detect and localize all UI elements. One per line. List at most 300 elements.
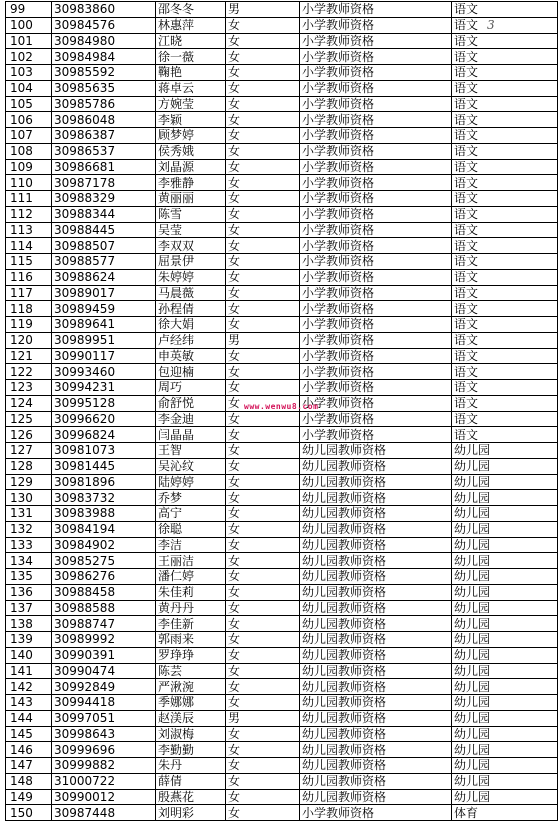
subject-cell: 幼儿园	[452, 490, 558, 506]
qualification-cell: 幼儿园教师资格	[300, 537, 452, 553]
gender-cell: 女	[226, 380, 300, 396]
gender-cell: 女	[226, 427, 300, 443]
subject-cell: 幼儿园	[452, 600, 558, 616]
name-cell: 李双双	[156, 238, 226, 254]
qualification-cell: 小学教师资格	[300, 301, 452, 317]
table-row	[6, 2, 558, 18]
gender-cell: 女	[226, 521, 300, 537]
candidate-id-cell: 30986681	[52, 159, 156, 175]
row-number-cell: 99	[6, 2, 52, 18]
candidate-id-cell: 30985275	[52, 553, 156, 569]
gender-cell: 女	[226, 773, 300, 789]
subject-cell: 幼儿园	[452, 710, 558, 726]
row-number-cell: 104	[6, 80, 52, 96]
row-number-cell: 109	[6, 159, 52, 175]
subject-cell: 语文	[452, 411, 558, 427]
qualification-cell: 小学教师资格	[300, 427, 452, 443]
candidate-id-cell: 30981445	[52, 458, 156, 474]
table-row	[6, 553, 558, 569]
row-number-cell: 141	[6, 663, 52, 679]
row-number-cell: 110	[6, 175, 52, 191]
name-cell: 徐大娟	[156, 317, 226, 333]
table-row	[6, 332, 558, 348]
name-cell: 罗琤琤	[156, 647, 226, 663]
name-cell: 孙程倩	[156, 301, 226, 317]
table-row	[6, 584, 558, 600]
row-number-cell: 120	[6, 332, 52, 348]
candidate-id-cell: 30989992	[52, 632, 156, 648]
gender-cell: 女	[226, 600, 300, 616]
row-number-cell: 147	[6, 758, 52, 774]
name-cell: 李雅静	[156, 175, 226, 191]
row-number-cell: 111	[6, 191, 52, 207]
gender-cell: 女	[226, 458, 300, 474]
gender-cell: 女	[226, 695, 300, 711]
qualification-cell: 幼儿园教师资格	[300, 726, 452, 742]
gender-cell: 女	[226, 569, 300, 585]
subject-cell: 语文	[452, 380, 558, 396]
table-row	[6, 238, 558, 254]
name-cell: 薛倩	[156, 773, 226, 789]
table-row	[6, 128, 558, 144]
row-number-cell: 136	[6, 584, 52, 600]
name-cell: 卢经纬	[156, 332, 226, 348]
candidate-id-cell: 30994418	[52, 695, 156, 711]
row-number-cell: 105	[6, 96, 52, 112]
subject-cell: 语文	[452, 285, 558, 301]
gender-cell: 女	[226, 758, 300, 774]
candidate-id-cell: 30983860	[52, 2, 156, 18]
candidate-id-cell: 30988458	[52, 584, 156, 600]
table-row	[6, 364, 558, 380]
table-row	[6, 679, 558, 695]
qualification-cell: 幼儿园教师资格	[300, 490, 452, 506]
candidate-id-cell: 30993460	[52, 364, 156, 380]
candidate-id-cell: 30988588	[52, 600, 156, 616]
qualification-cell: 小学教师资格	[300, 128, 452, 144]
subject-cell: 幼儿园	[452, 663, 558, 679]
candidate-id-cell: 30988577	[52, 254, 156, 270]
table-row	[6, 773, 558, 789]
qualification-cell: 幼儿园教师资格	[300, 679, 452, 695]
qualification-cell: 小学教师资格	[300, 285, 452, 301]
name-cell: 申英敏	[156, 348, 226, 364]
subject-cell: 语文	[452, 128, 558, 144]
gender-cell: 女	[226, 805, 300, 821]
gender-cell: 女	[226, 647, 300, 663]
table-row	[6, 789, 558, 805]
qualification-cell: 小学教师资格	[300, 49, 452, 65]
table-row	[6, 96, 558, 112]
name-cell: 鞠艳	[156, 65, 226, 81]
table-row	[6, 191, 558, 207]
qualification-cell: 幼儿园教师资格	[300, 584, 452, 600]
table-row	[6, 206, 558, 222]
subject-cell: 语文	[452, 80, 558, 96]
candidate-id-cell: 30985635	[52, 80, 156, 96]
name-cell: 黄丹丹	[156, 600, 226, 616]
qualification-cell: 小学教师资格	[300, 411, 452, 427]
name-cell: 乔梦	[156, 490, 226, 506]
gender-cell: 女	[226, 742, 300, 758]
candidate-id-cell: 30985786	[52, 96, 156, 112]
row-number-cell: 134	[6, 553, 52, 569]
candidate-id-cell: 30989951	[52, 332, 156, 348]
subject-cell: 语文	[452, 33, 558, 49]
gender-cell: 女	[226, 317, 300, 333]
qualification-cell: 幼儿园教师资格	[300, 742, 452, 758]
qualification-cell: 小学教师资格	[300, 80, 452, 96]
gender-cell: 女	[226, 474, 300, 490]
name-cell: 李金迪	[156, 411, 226, 427]
subject-cell: 语文	[452, 2, 558, 18]
qualification-cell: 小学教师资格	[300, 175, 452, 191]
name-cell: 吴莹	[156, 222, 226, 238]
name-cell: 赵渼辰	[156, 710, 226, 726]
table-row	[6, 695, 558, 711]
name-cell: 徐聪	[156, 521, 226, 537]
table-row	[6, 80, 558, 96]
row-number-cell: 118	[6, 301, 52, 317]
name-cell: 江晓	[156, 33, 226, 49]
row-number-cell: 112	[6, 206, 52, 222]
roster-table-body	[6, 2, 558, 821]
subject-cell: 语文	[452, 348, 558, 364]
qualification-cell: 幼儿园教师资格	[300, 458, 452, 474]
subject-cell: 幼儿园	[452, 443, 558, 459]
qualification-cell: 小学教师资格	[300, 96, 452, 112]
gender-cell: 女	[226, 33, 300, 49]
qualification-cell: 幼儿园教师资格	[300, 474, 452, 490]
name-cell: 殷燕花	[156, 789, 226, 805]
name-cell: 李洁	[156, 537, 226, 553]
gender-cell: 女	[226, 663, 300, 679]
qualification-cell: 小学教师资格	[300, 159, 452, 175]
candidate-id-cell: 30989641	[52, 317, 156, 333]
name-cell: 周巧	[156, 380, 226, 396]
gender-cell: 女	[226, 65, 300, 81]
candidate-id-cell: 30988344	[52, 206, 156, 222]
table-row	[6, 348, 558, 364]
table-row	[6, 663, 558, 679]
subject-cell: 语文	[452, 96, 558, 112]
table-row	[6, 632, 558, 648]
table-row	[6, 269, 558, 285]
row-number-cell: 133	[6, 537, 52, 553]
qualification-cell: 小学教师资格	[300, 238, 452, 254]
candidate-id-cell: 30984576	[52, 17, 156, 33]
table-row	[6, 474, 558, 490]
subject-cell: 幼儿园	[452, 521, 558, 537]
subject-cell: 语文	[452, 269, 558, 285]
row-number-cell: 135	[6, 569, 52, 585]
candidate-id-cell: 30983732	[52, 490, 156, 506]
gender-cell: 女	[226, 506, 300, 522]
subject-cell: 语文	[452, 301, 558, 317]
candidate-id-cell: 30986048	[52, 112, 156, 128]
table-row	[6, 427, 558, 443]
row-number-cell: 107	[6, 128, 52, 144]
row-number-cell: 106	[6, 112, 52, 128]
name-cell: 闫晶晶	[156, 427, 226, 443]
row-number-cell: 139	[6, 632, 52, 648]
gender-cell: 男	[226, 710, 300, 726]
name-cell: 林惠萍	[156, 17, 226, 33]
row-number-cell: 142	[6, 679, 52, 695]
name-cell: 李颖	[156, 112, 226, 128]
subject-cell: 语文	[452, 49, 558, 65]
candidate-id-cell: 30994231	[52, 380, 156, 396]
qualification-cell: 小学教师资格	[300, 143, 452, 159]
watermark-text: www.wenwu8.com	[244, 402, 319, 411]
name-cell: 刘明彩	[156, 805, 226, 821]
gender-cell: 女	[226, 584, 300, 600]
table-row	[6, 65, 558, 81]
gender-cell: 女	[226, 49, 300, 65]
subject-cell: 体育	[452, 805, 558, 821]
name-cell: 马晨薇	[156, 285, 226, 301]
name-cell: 徐一薇	[156, 49, 226, 65]
table-row	[6, 710, 558, 726]
candidate-id-cell: 30986387	[52, 128, 156, 144]
roster-table	[5, 1, 558, 821]
name-cell: 顾梦婷	[156, 128, 226, 144]
subject-cell: 语文	[452, 143, 558, 159]
table-row	[6, 49, 558, 65]
qualification-cell: 小学教师资格	[300, 317, 452, 333]
gender-cell: 女	[226, 411, 300, 427]
candidate-id-cell: 30990474	[52, 663, 156, 679]
qualification-cell: 幼儿园教师资格	[300, 647, 452, 663]
candidate-id-cell: 30988624	[52, 269, 156, 285]
candidate-id-cell: 30992849	[52, 679, 156, 695]
name-cell: 刘淑梅	[156, 726, 226, 742]
name-cell: 邵冬冬	[156, 2, 226, 18]
qualification-cell: 小学教师资格	[300, 206, 452, 222]
gender-cell: 女	[226, 301, 300, 317]
gender-cell: 女	[226, 443, 300, 459]
gender-cell: 女	[226, 632, 300, 648]
qualification-cell: 小学教师资格	[300, 2, 452, 18]
qualification-cell: 幼儿园教师资格	[300, 600, 452, 616]
row-number-cell: 125	[6, 411, 52, 427]
candidate-id-cell: 30983988	[52, 506, 156, 522]
gender-cell: 女	[226, 679, 300, 695]
gender-cell: 女	[226, 616, 300, 632]
gender-cell: 女	[226, 80, 300, 96]
subject-cell: 语文	[452, 317, 558, 333]
name-cell: 陈雪	[156, 206, 226, 222]
qualification-cell: 幼儿园教师资格	[300, 758, 452, 774]
gender-cell: 女	[226, 191, 300, 207]
subject-cell: 语文	[452, 159, 558, 175]
qualification-cell: 幼儿园教师资格	[300, 632, 452, 648]
table-row	[6, 112, 558, 128]
candidate-id-cell: 30990391	[52, 647, 156, 663]
gender-cell: 女	[226, 789, 300, 805]
row-number-cell: 131	[6, 506, 52, 522]
gender-cell: 女	[226, 285, 300, 301]
row-number-cell: 129	[6, 474, 52, 490]
subject-cell: 幼儿园	[452, 789, 558, 805]
row-number-cell: 145	[6, 726, 52, 742]
subject-cell: 语文	[452, 65, 558, 81]
gender-cell: 女	[226, 222, 300, 238]
table-row	[6, 726, 558, 742]
candidate-id-cell: 30984980	[52, 33, 156, 49]
table-row	[6, 600, 558, 616]
gender-cell: 女	[226, 553, 300, 569]
table-row	[6, 443, 558, 459]
qualification-cell: 小学教师资格	[300, 222, 452, 238]
table-row	[6, 537, 558, 553]
table-row	[6, 254, 558, 270]
page-mark: 3	[487, 18, 495, 32]
subject-cell: 幼儿园	[452, 773, 558, 789]
qualification-cell: 小学教师资格	[300, 332, 452, 348]
subject-cell: 幼儿园	[452, 537, 558, 553]
name-cell: 陈芸	[156, 663, 226, 679]
row-number-cell: 144	[6, 710, 52, 726]
name-cell: 李勤勤	[156, 742, 226, 758]
name-cell: 蒋卓云	[156, 80, 226, 96]
subject-cell: 语文	[452, 17, 558, 33]
candidate-id-cell: 30987448	[52, 805, 156, 821]
candidate-id-cell: 30999696	[52, 742, 156, 758]
table-row	[6, 159, 558, 175]
gender-cell: 男	[226, 2, 300, 18]
name-cell: 王丽洁	[156, 553, 226, 569]
row-number-cell: 116	[6, 269, 52, 285]
candidate-id-cell: 30989459	[52, 301, 156, 317]
qualification-cell: 小学教师资格	[300, 395, 452, 411]
name-cell: 李佳新	[156, 616, 226, 632]
subject-cell: 语文	[452, 112, 558, 128]
row-number-cell: 119	[6, 317, 52, 333]
gender-cell: 女	[226, 395, 300, 411]
candidate-id-cell: 30984902	[52, 537, 156, 553]
gender-cell: 女	[226, 364, 300, 380]
name-cell: 侯秀娥	[156, 143, 226, 159]
qualification-cell: 小学教师资格	[300, 348, 452, 364]
candidate-id-cell: 30986537	[52, 143, 156, 159]
name-cell: 郭雨来	[156, 632, 226, 648]
table-row	[6, 647, 558, 663]
table-row	[6, 758, 558, 774]
row-number-cell: 148	[6, 773, 52, 789]
subject-cell: 语文	[452, 191, 558, 207]
gender-cell: 女	[226, 96, 300, 112]
table-row	[6, 458, 558, 474]
table-row	[6, 805, 558, 821]
subject-cell: 幼儿园	[452, 474, 558, 490]
row-number-cell: 140	[6, 647, 52, 663]
candidate-id-cell: 30999882	[52, 758, 156, 774]
candidate-id-cell: 30981073	[52, 443, 156, 459]
subject-cell: 幼儿园	[452, 506, 558, 522]
qualification-cell: 小学教师资格	[300, 364, 452, 380]
table-row	[6, 317, 558, 333]
row-number-cell: 115	[6, 254, 52, 270]
row-number-cell: 101	[6, 33, 52, 49]
row-number-cell: 137	[6, 600, 52, 616]
name-cell: 刘晶源	[156, 159, 226, 175]
gender-cell: 女	[226, 490, 300, 506]
row-number-cell: 113	[6, 222, 52, 238]
row-number-cell: 121	[6, 348, 52, 364]
table-row	[6, 521, 558, 537]
table-row	[6, 569, 558, 585]
row-number-cell: 102	[6, 49, 52, 65]
qualification-cell: 小学教师资格	[300, 254, 452, 270]
table-row	[6, 506, 558, 522]
qualification-cell: 幼儿园教师资格	[300, 773, 452, 789]
gender-cell: 女	[226, 175, 300, 191]
table-row	[6, 301, 558, 317]
gender-cell: 女	[226, 348, 300, 364]
subject-cell: 幼儿园	[452, 742, 558, 758]
candidate-id-cell: 30985592	[52, 65, 156, 81]
candidate-id-cell: 30989017	[52, 285, 156, 301]
qualification-cell: 幼儿园教师资格	[300, 569, 452, 585]
row-number-cell: 146	[6, 742, 52, 758]
qualification-cell: 小学教师资格	[300, 805, 452, 821]
candidate-id-cell: 30988445	[52, 222, 156, 238]
row-number-cell: 149	[6, 789, 52, 805]
subject-cell: 语文	[452, 222, 558, 238]
table-row	[6, 380, 558, 396]
table-row	[6, 143, 558, 159]
row-number-cell: 108	[6, 143, 52, 159]
candidate-id-cell: 30995128	[52, 395, 156, 411]
name-cell: 吴沁纹	[156, 458, 226, 474]
row-number-cell: 117	[6, 285, 52, 301]
candidate-id-cell: 30984194	[52, 521, 156, 537]
gender-cell: 女	[226, 238, 300, 254]
gender-cell: 女	[226, 269, 300, 285]
name-cell: 王智	[156, 443, 226, 459]
gender-cell: 女	[226, 726, 300, 742]
subject-cell: 幼儿园	[452, 632, 558, 648]
subject-cell: 幼儿园	[452, 553, 558, 569]
name-cell: 包迎楠	[156, 364, 226, 380]
subject-cell: 语文	[452, 238, 558, 254]
table-row	[6, 175, 558, 191]
name-cell: 朱佳莉	[156, 584, 226, 600]
row-number-cell: 103	[6, 65, 52, 81]
subject-cell: 幼儿园	[452, 679, 558, 695]
gender-cell: 女	[226, 17, 300, 33]
row-number-cell: 114	[6, 238, 52, 254]
gender-cell: 女	[226, 128, 300, 144]
subject-cell: 语文	[452, 427, 558, 443]
subject-cell: 幼儿园	[452, 695, 558, 711]
name-cell: 俞舒悦	[156, 395, 226, 411]
qualification-cell: 小学教师资格	[300, 65, 452, 81]
qualification-cell: 幼儿园教师资格	[300, 616, 452, 632]
qualification-cell: 幼儿园教师资格	[300, 506, 452, 522]
row-number-cell: 138	[6, 616, 52, 632]
gender-cell: 男	[226, 332, 300, 348]
subject-cell: 幼儿园	[452, 616, 558, 632]
gender-cell: 女	[226, 159, 300, 175]
qualification-cell: 小学教师资格	[300, 269, 452, 285]
gender-cell: 女	[226, 143, 300, 159]
candidate-id-cell: 31000722	[52, 773, 156, 789]
row-number-cell: 100	[6, 17, 52, 33]
name-cell: 季娜娜	[156, 695, 226, 711]
row-number-cell: 143	[6, 695, 52, 711]
